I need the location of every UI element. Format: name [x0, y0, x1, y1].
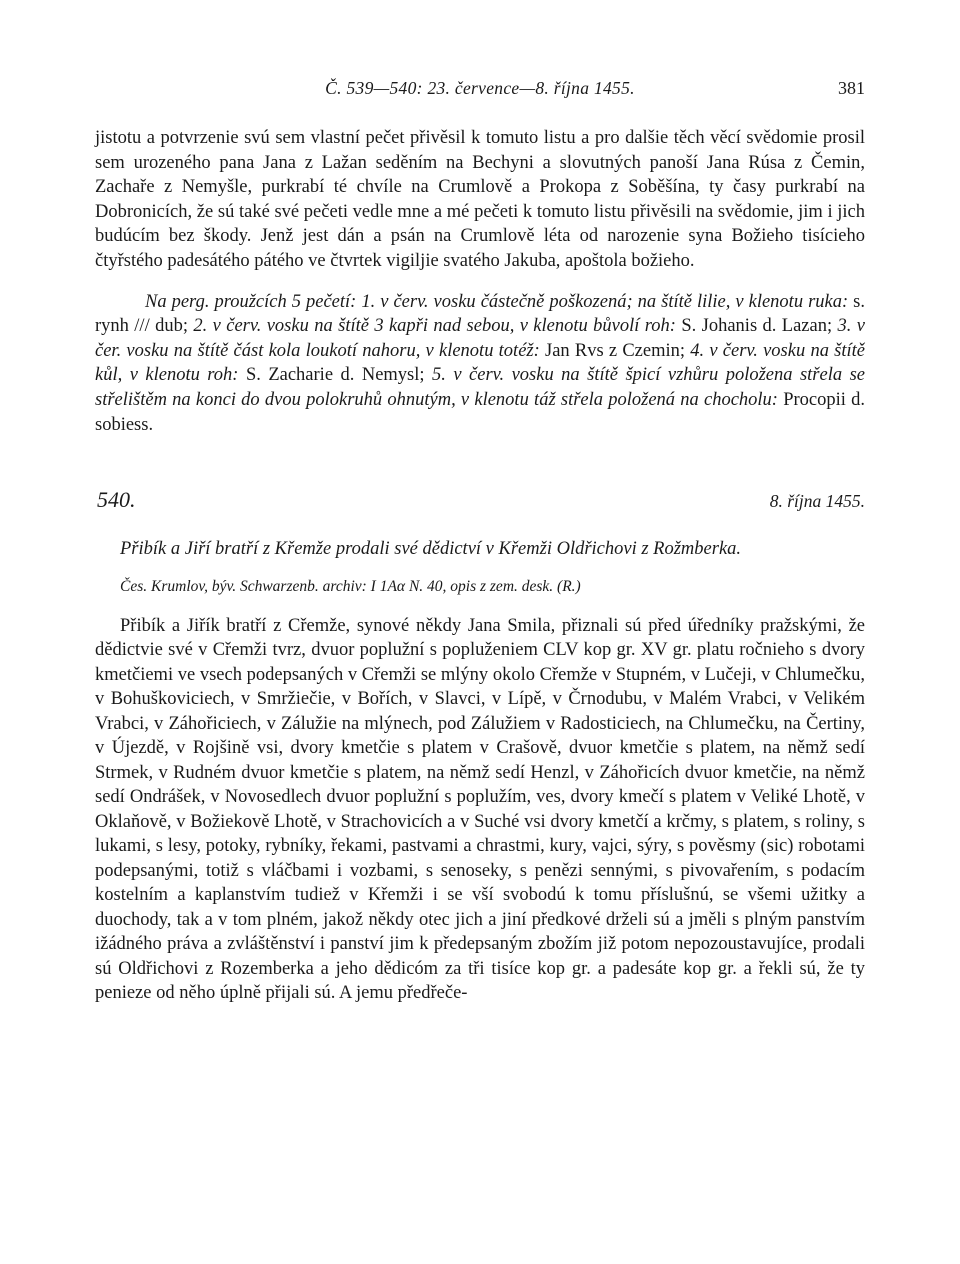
note-italic-4: 4. v červ. vosku na štítě kůl, v klenotu roh: [95, 340, 865, 386]
running-title: Č. 539—540: 23. července—8. října 1455. [325, 78, 635, 98]
running-head [95, 78, 865, 108]
document-number: 540. [97, 487, 136, 513]
note-roman-2: S. Johanis d. Lazan; [681, 316, 838, 337]
seal-description-note [95, 290, 865, 438]
page-number: 381 [838, 78, 865, 98]
note-italic-2: 2. v červ. vosku na štítě 3 kapři nad sebou, v klenotu bůvolí roh: [193, 316, 682, 337]
document-540-text: Přibík a Jiřík bratří z Cřemže, synové někdy Jana Smila, přiznali sú před úředníky pražskými, že dědictvie své v Cřemži tvrz, dvuor poplužní s popluženiem CLV kop gr. XV gr. platu ročnieho s dvory kmetčiemi ve vsech podepsaných v Cřemži se mlýny okolo Cřemže v Stupném, v Lučeji, v Chlumečku, v Bohuškoviciech, v Smržiečie, v Bořích, v Slavci, v Lípě, v Črnodubu, v Malém Vrabci, v Velikém Vrabci, v Záhořiciech, v Zálužie na mlýnech, pod Zálužiem v Radosticiech, na Chlumečku, na Čertiny, v Újezdě, v Rojšině vsi, dvory kmetčie s platem v Crašově, dvuor kmetčie s platem, na němž sedí Strmek, v Rudném dvuor kmetčie s platem, na němž sedí Henzl, v Záhořicích dvuor kmetčie, na němž sedí Ondrášek, v Novosedlech dvuor poplužní s poplužím, ves, dvory kmečí s platem v Veliké Lhotě, v Oklaňově, v Božiekově Lhotě, v Strachovicích a v Suché vsi dvory kmetčí a krčmy, s platem, s roliny, s lukami, s lesy, potoky, rybníky, řekami, pastvami a chrastmi, kury, vajci, sýry, s pověsmy (sic) robotami podepsanými, totiž s vláčbami i vozbami, s senoseky, s penězi sennými, s pivovařením, s podacím kostelním a kaplanstvím tudiež v Křemži i se vší svobodú k tomu příslušnú, se všemi užitky a duochody, tak a v tom plném, jakož někdy otec jich a jiní předkové drželi sú a jměli s plným panstvím ižádného práva a zvláštěnství i panství jim k předepsaným zbožím již potom nepozoustavujíce, prodali sú Oldřichovi z Rozemberka a jeho dědicóm za tři tisíce kop gr. a padesáte kop gr. a řekli sú, že ty penieze od něho úplně přijali sú. A jemu předřeče- [95, 615, 865, 1004]
note-italic-1: Na perg. proužcích 5 pečetí: 1. v červ. vosku částečně poškozená; na štítě lilie, v klenotu ruka: [145, 291, 854, 312]
note-roman-3: Jan Rvs z Czemin; [545, 340, 691, 361]
document-regest: Přibík a Jiří bratří z Křemže prodali své dědictví v Křemži Oldřichovi z Rožmberka. [120, 539, 742, 560]
note-italic-5: 5. v červ. vosku na štítě špicí vzhůru položena střela se střelištěm na konci do dvou polokruhů ohnutým, v klenotu táž střela položená na chocholu: [95, 365, 865, 410]
note-italic-3: 3. v čer. vosku na štítě část kola loukotí nahoru, v klenotu totéž: [95, 316, 865, 361]
doc-539-text-end: jistotu a potvrzenie svú sem vlastní pečet přivěsil k tomuto listu a pro dalšie těch věcí svědomie prosil sem urozeného pana Jana z Lažan seděním na Bechyni a slovutných panoší Jana Rúsa z Čemin, Zachaře z Nemyšle, purkrabí té chvíle na Crumlově a Prokopa z Soběšína, ty časy purkrabí na Dobronicích, že sú také své pečeti vedle mne a mé pečeti k tomuto listu přivěsili na svědomie, jim i jich budúcím bez škody. Jenž jest dán a psán na Crumlově léta od narozenie syna Božieho tisícieho čtyřstého padesátého pátého ve čtvrtek vigiljie svatého Jakuba, apoštola božieho. [95, 128, 865, 271]
note-roman-5: Procopii d. sobiess. [95, 389, 865, 435]
note-roman-4: S. Zacharie d. Nemysl; [245, 365, 433, 386]
entry-540-heading [95, 487, 865, 519]
note-roman-1: s. rynh /// dub; [95, 291, 865, 337]
archive-reference: Čes. Krumlov, býv. Schwarzenb. archiv: I 1Aα N. 40, opis z zem. desk. (R.) [120, 577, 581, 595]
page [95, 78, 865, 1006]
document-date: 8. října 1455. [769, 491, 865, 512]
